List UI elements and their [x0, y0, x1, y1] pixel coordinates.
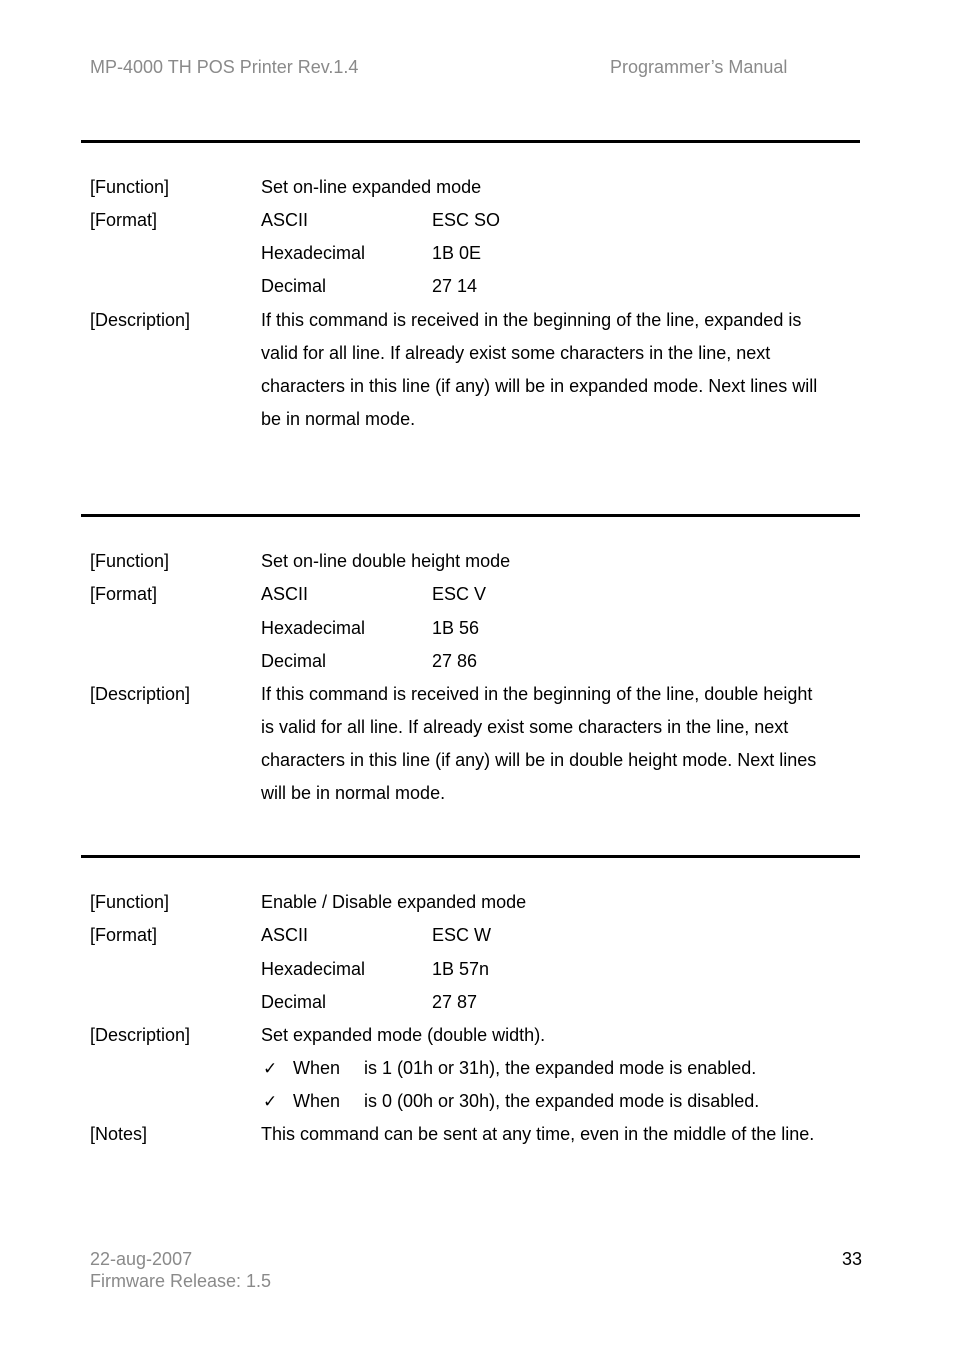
footer-firmware: Firmware Release: 1.5	[90, 1271, 272, 1291]
format-value: 27 14	[432, 276, 478, 296]
format-type: Hexadecimal	[261, 618, 366, 638]
format-type: Decimal	[261, 276, 327, 296]
description-label: [Description]	[90, 1025, 191, 1045]
format-type: Hexadecimal	[261, 243, 366, 263]
format-label: [Format]	[90, 925, 158, 945]
format-value: 1B 56	[432, 618, 480, 638]
description-line: If this command is received in the beginning of the line, expanded is	[261, 310, 802, 330]
format-value: ESC SO	[432, 210, 501, 230]
format-type: ASCII	[261, 925, 309, 945]
format-label: [Format]	[90, 210, 158, 230]
header-manual-title: Programmer’s Manual	[610, 57, 788, 77]
description-label: [Description]	[90, 684, 191, 704]
description-label: [Description]	[90, 310, 191, 330]
function-value: Set on-line expanded mode	[261, 177, 482, 197]
bullet-when: When	[293, 1058, 341, 1078]
format-type: ASCII	[261, 584, 309, 604]
description-line: be in normal mode.	[261, 409, 416, 429]
description-line: characters in this line (if any) will be in double height mode. Next lines	[261, 750, 817, 770]
bullet-text: is 0 (00h or 30h), the expanded mode is disabled.	[364, 1091, 760, 1111]
section-divider	[81, 855, 860, 858]
checkmark-icon: ✓	[263, 1092, 278, 1111]
format-value: 27 86	[432, 651, 478, 671]
bullet-when: When	[293, 1091, 341, 1111]
bullet-text: is 1 (01h or 31h), the expanded mode is enabled.	[364, 1058, 757, 1078]
header-document-title: MP-4000 TH POS Printer Rev.1.4	[90, 57, 359, 77]
format-type: ASCII	[261, 210, 309, 230]
format-value: ESC W	[432, 925, 492, 945]
function-label: [Function]	[90, 551, 170, 571]
description-line: is valid for all line. If already exist some characters in the line, next	[261, 717, 789, 737]
notes-label: [Notes]	[90, 1124, 148, 1144]
description-text: Set expanded mode (double width).	[261, 1025, 546, 1045]
format-value: 27 87	[432, 992, 478, 1012]
page-number: 33	[842, 1249, 863, 1269]
function-label: [Function]	[90, 177, 170, 197]
description-line: characters in this line (if any) will be in expanded mode. Next lines will	[261, 376, 818, 396]
description-line: If this command is received in the beginning of the line, double height	[261, 684, 813, 704]
function-value: Set on-line double height mode	[261, 551, 511, 571]
footer-date: 22-aug-2007	[90, 1249, 193, 1269]
notes-text: This command can be sent at any time, even in the middle of the line.	[261, 1124, 815, 1144]
format-value: 1B 57n	[432, 959, 490, 979]
format-value: ESC V	[432, 584, 487, 604]
format-type: Decimal	[261, 992, 327, 1012]
format-type: Hexadecimal	[261, 959, 366, 979]
format-type: Decimal	[261, 651, 327, 671]
description-line: will be in normal mode.	[261, 783, 446, 803]
description-line: valid for all line. If already exist some characters in the line, next	[261, 343, 771, 363]
format-value: 1B 0E	[432, 243, 482, 263]
section-divider	[81, 140, 860, 143]
section-divider	[81, 514, 860, 517]
function-label: [Function]	[90, 892, 170, 912]
checkmark-icon: ✓	[263, 1059, 278, 1078]
format-label: [Format]	[90, 584, 158, 604]
function-value: Enable / Disable expanded mode	[261, 892, 527, 912]
